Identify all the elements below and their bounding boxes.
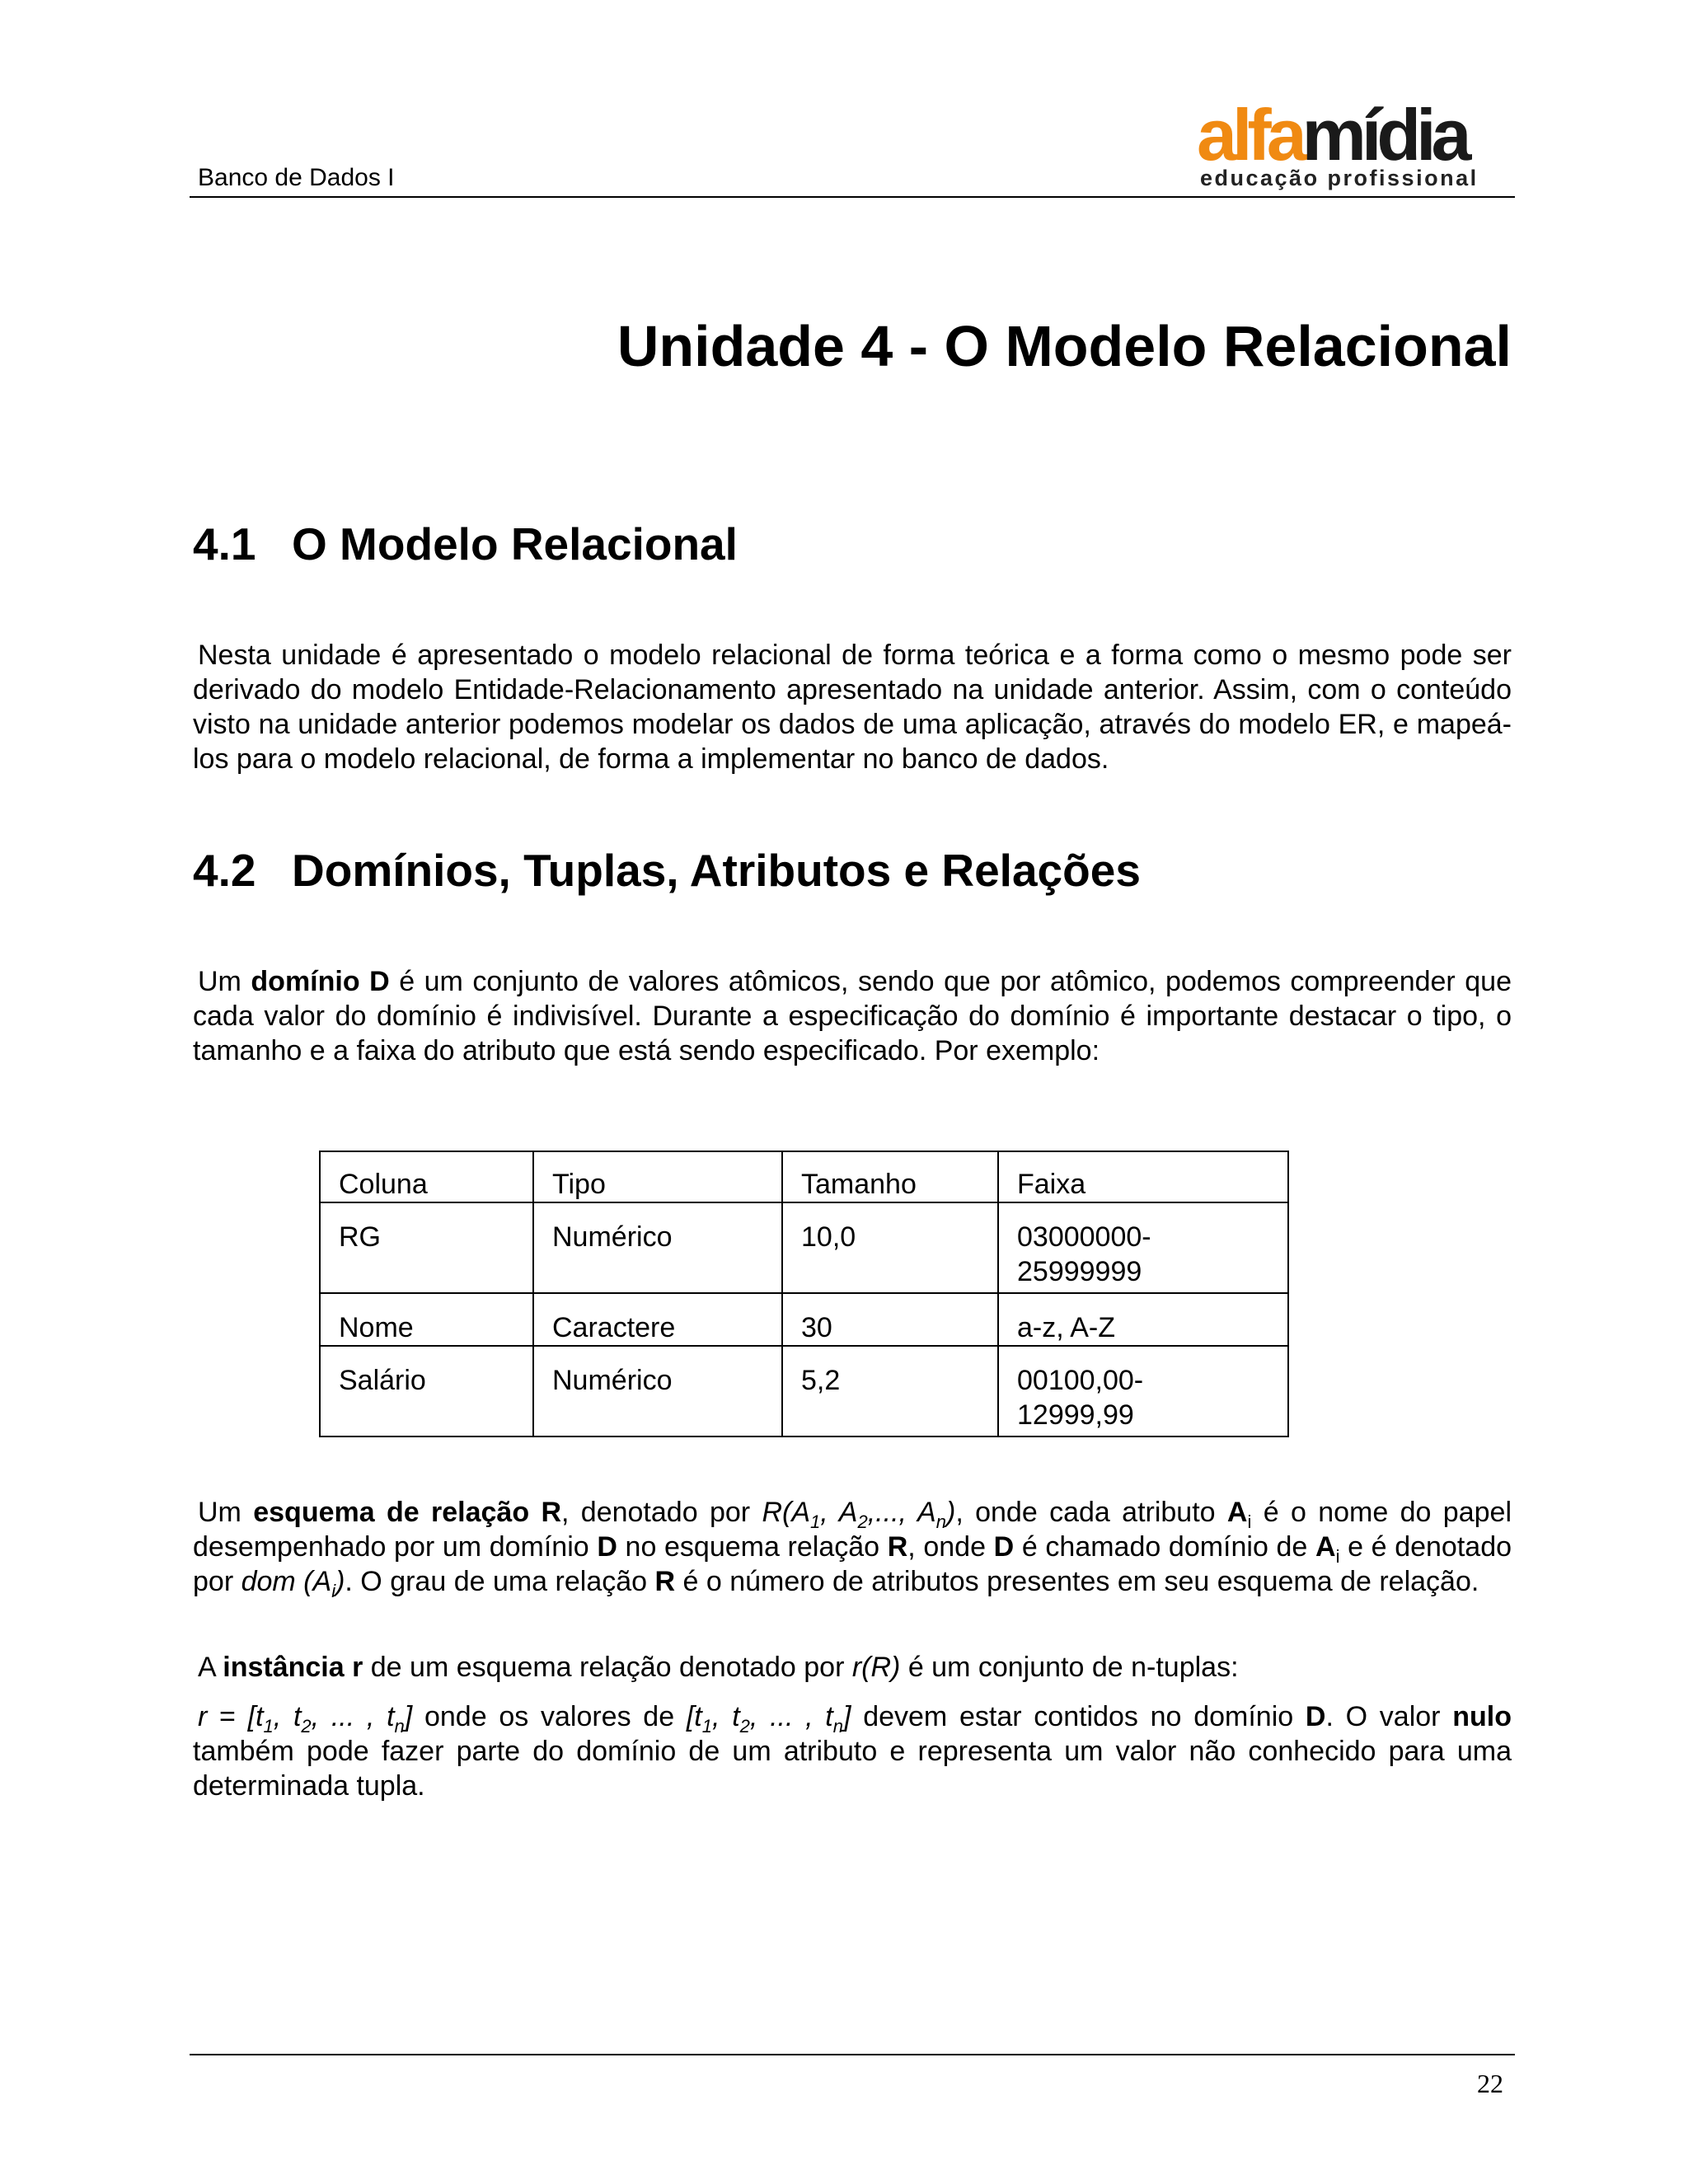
- text-run: ): [945, 1497, 956, 1528]
- section-number: 4.2: [193, 845, 256, 896]
- bold-term: D: [597, 1531, 617, 1563]
- text-run: onde os valores de: [412, 1701, 687, 1732]
- text-run: e é denotado por: [193, 1531, 1512, 1597]
- faixa-line: 03000000-: [1017, 1221, 1151, 1253]
- text-run: , ... , t: [311, 1701, 395, 1732]
- subscript: i: [1335, 1545, 1340, 1567]
- tuple-notation: [686, 1701, 851, 1736]
- text-run: ]: [404, 1701, 413, 1732]
- bold-term: A: [1315, 1531, 1336, 1563]
- text-run: Um: [198, 966, 251, 997]
- text-run: , t: [273, 1701, 302, 1732]
- section-4-1-paragraph: [193, 638, 1512, 776]
- bold-term: esquema de relação R: [253, 1497, 561, 1528]
- text-run: , A: [820, 1497, 858, 1528]
- bold-term: A: [1226, 1497, 1248, 1528]
- text-run: de um esquema relação denotado por: [363, 1652, 852, 1683]
- text-run: é um conjunto de n-tuplas:: [900, 1652, 1239, 1683]
- table-header-cell: Faixa: [998, 1151, 1288, 1202]
- text-run: também pode fazer parte do domínio de um atributo e representa um valor não conhecido para uma determinada tupla.: [193, 1736, 1512, 1802]
- text-run: Um: [198, 1497, 254, 1528]
- paragraph-text: [193, 964, 1512, 1068]
- text-run: , ... , t: [749, 1701, 833, 1732]
- text-run: . O grau de uma relação: [345, 1566, 655, 1597]
- section-heading-4-2: [193, 844, 1141, 897]
- text-run: , denotado por: [561, 1497, 762, 1528]
- text-run: R(A: [762, 1497, 811, 1528]
- text-run: ]: [843, 1701, 851, 1732]
- table-cell: 10,0: [782, 1202, 998, 1293]
- running-header: Banco de Dados I: [198, 164, 395, 191]
- logo-wordmark-midia: mídia: [1301, 94, 1467, 176]
- text-run: . O valor: [1325, 1701, 1453, 1732]
- text-run: =: [207, 1701, 248, 1732]
- table-header-cell: Tipo: [533, 1151, 782, 1202]
- table-cell: Salário: [320, 1346, 533, 1436]
- paragraph-text: [193, 1699, 1512, 1803]
- table-cell: [998, 1346, 1288, 1436]
- section-heading-4-1: [193, 518, 738, 570]
- logo-tagline: educação profissional: [1200, 166, 1479, 190]
- table-cell: Numérico: [533, 1346, 782, 1436]
- bold-term: D: [1305, 1701, 1326, 1732]
- alfamidia-logo: [1197, 94, 1512, 194]
- table-header-cell: Tamanho: [782, 1151, 998, 1202]
- schema-paragraph: [193, 1495, 1512, 1599]
- table-row: [320, 1202, 1288, 1293]
- tuple-notation: [247, 1701, 413, 1736]
- subscript: n: [935, 1511, 946, 1532]
- faixa-line: 00100,00-: [1017, 1365, 1144, 1396]
- italic-term: r: [198, 1701, 208, 1732]
- text-run: ,..., A: [867, 1497, 936, 1528]
- table-cell: a-z, A-Z: [998, 1293, 1288, 1346]
- bold-term: domínio D: [251, 966, 390, 997]
- table-row: [320, 1293, 1288, 1346]
- table-cell: Caractere: [533, 1293, 782, 1346]
- text-run: A: [198, 1652, 223, 1683]
- table-cell: [998, 1202, 1288, 1293]
- text-run: , onde: [907, 1531, 994, 1563]
- footer-rule: [190, 2054, 1515, 2055]
- paragraph-text: [193, 1650, 1512, 1685]
- text-run: é o nome do papel desempenhado por um domínio: [193, 1497, 1512, 1563]
- bold-term: nulo: [1452, 1701, 1512, 1732]
- subscript: n: [394, 1715, 405, 1736]
- subscript: 2: [301, 1715, 312, 1736]
- section-title-text: Domínios, Tuplas, Atributos e Relações: [292, 845, 1141, 896]
- table-row: [320, 1346, 1288, 1436]
- text-run: é chamado domínio de: [1014, 1531, 1315, 1563]
- table-cell: Nome: [320, 1293, 533, 1346]
- dom-notation: [241, 1566, 345, 1601]
- table-cell: RG: [320, 1202, 533, 1293]
- subscript: 1: [263, 1715, 274, 1736]
- tuple-paragraph: [193, 1699, 1512, 1803]
- subscript: i: [1247, 1511, 1252, 1532]
- subscript: 1: [810, 1511, 821, 1532]
- faixa-line: 12999,99: [1017, 1399, 1134, 1431]
- domain-table: [319, 1151, 1289, 1437]
- bold-term: D: [993, 1531, 1015, 1563]
- logo-wordmark-alfa: alfa: [1197, 94, 1302, 176]
- table-cell: 5,2: [782, 1346, 998, 1436]
- section-title-text: O Modelo Relacional: [292, 518, 738, 569]
- table-cell: 30: [782, 1293, 998, 1346]
- logo-wordmark: [1197, 94, 1467, 176]
- unit-title: Unidade 4 - O Modelo Relacional: [617, 314, 1512, 378]
- text-run: ): [335, 1566, 345, 1597]
- paragraph-text: [193, 1495, 1512, 1599]
- text-run: é um conjunto de valores atômicos, sendo que por atômico, podemos compreender que cada valor do domínio é indivisível. Durante a especificação do domínio é importante destacar o tipo, o tamanho e a faixa do atributo que está sendo especificado. Por exemplo:: [193, 966, 1512, 1066]
- section-number: 4.1: [193, 518, 256, 569]
- subscript: 2: [857, 1511, 868, 1532]
- subscript: 2: [739, 1715, 750, 1736]
- paragraph-text: Nesta unidade é apresentado o modelo relacional de forma teórica e a forma como o mesmo pode ser derivado do modelo Entidade-Relacionamento apresentado na unidade anterior. Assim, com o conteúdo visto na unidade anterior podemos modelar os dados de uma aplicação, através do modelo ER, e mapeá-los para o modelo relacional, de forma a implementar no banco de dados.: [193, 640, 1512, 775]
- italic-term: r(R): [851, 1652, 901, 1683]
- header-rule: [190, 196, 1515, 198]
- instance-paragraph: [193, 1650, 1512, 1685]
- table-header-row: [320, 1151, 1288, 1202]
- text-run: devem estar contidos no domínio: [851, 1701, 1306, 1732]
- page-number: 22: [1477, 2069, 1503, 2098]
- text-run: é o número de atributos presentes em seu esquema de relação.: [675, 1566, 1479, 1597]
- text-run: , t: [712, 1701, 740, 1732]
- table-header-cell: Coluna: [320, 1151, 533, 1202]
- subscript: n: [832, 1715, 844, 1736]
- bold-term: R: [654, 1566, 676, 1597]
- subscript: i: [331, 1580, 336, 1601]
- text-run: [t: [686, 1701, 702, 1732]
- bold-term: R: [887, 1531, 908, 1563]
- text-run: dom (A: [241, 1566, 332, 1597]
- faixa-line: 25999999: [1017, 1256, 1142, 1287]
- schema-notation: [762, 1497, 956, 1532]
- table-cell: Numérico: [533, 1202, 782, 1293]
- text-run: [t: [247, 1701, 264, 1732]
- text-run: no esquema relação: [617, 1531, 888, 1563]
- bold-term: instância r: [223, 1652, 363, 1683]
- subscript: 1: [701, 1715, 713, 1736]
- text-run: , onde cada atributo: [955, 1497, 1227, 1528]
- domain-paragraph: [193, 964, 1512, 1068]
